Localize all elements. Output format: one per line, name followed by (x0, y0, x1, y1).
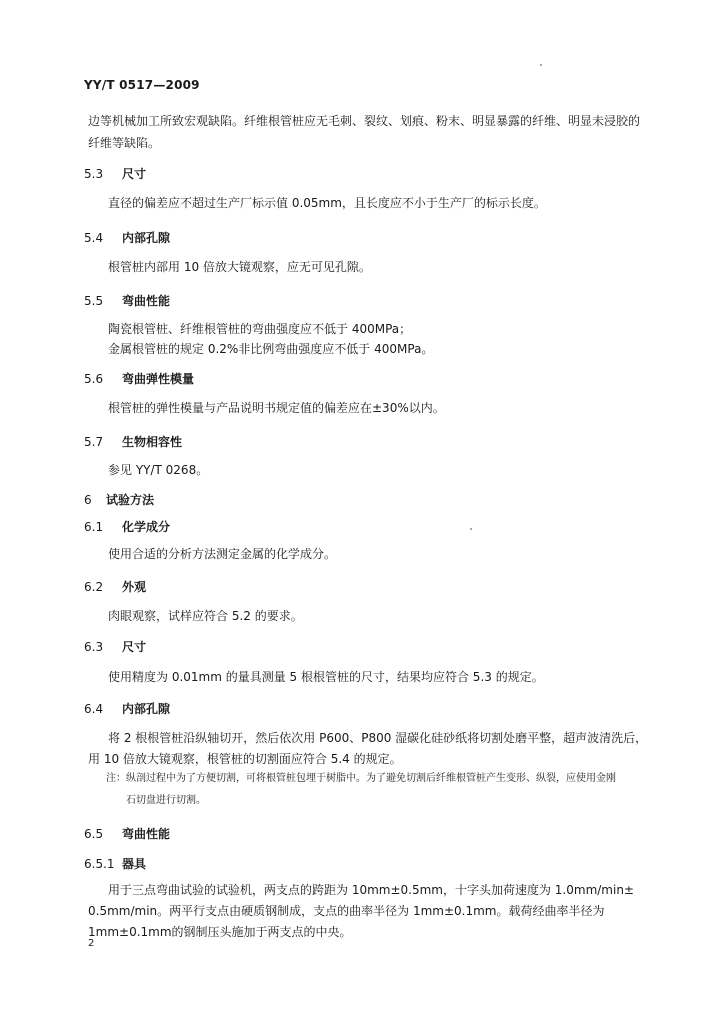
section-6-5-1-line-2: 0.5mm/min。两平行支点由硬质钢制成，支点的曲率半径为 1mm±0.1mm。载荷经曲率半径为 (88, 904, 605, 918)
section-number: 5.3 (84, 167, 104, 181)
section-5-5-line-2: 金属根管桩的规定 0.2%非比例弯曲强度应不低于 400MPa。 (108, 342, 434, 356)
standard-code: YY/T 0517—2009 (84, 78, 200, 92)
section-title: 弯曲弹性模量 (122, 372, 195, 386)
section-6-4-heading (84, 700, 170, 717)
section-number: 6.2 (84, 580, 104, 594)
scan-speck (540, 64, 542, 66)
section-title: 外观 (122, 580, 147, 594)
section-6-1-heading (84, 518, 170, 535)
section-6-4-line-1: 将 2 根根管桩沿纵轴切开，然后依次用 P600、P800 湿碳化硅砂纸将切割处磨平整，超声波清洗后， (108, 731, 648, 745)
section-number: 6.1 (84, 520, 104, 534)
section-number: 6 (84, 493, 92, 507)
section-5-3-heading (84, 165, 146, 182)
section-6-4-line-2: 用 10 倍放大镜观察，根管桩的切割面应符合 5.4 的规定。 (88, 752, 402, 766)
section-6-5-1-line-1: 用于三点弯曲试验的试验机，两支点的跨距为 10mm±0.5mm，十字头加荷速度为 1.0mm/min± (108, 883, 634, 897)
section-6-5-1-line-3: 1mm±0.1mm的钢制压头施加于两支点的中央。 (88, 925, 352, 939)
section-6-3-text: 使用精度为 0.01mm 的量具测量 5 根根管桩的尺寸，结果均应符合 5.3 的规定。 (108, 670, 544, 684)
section-5-4-text: 根管桩内部用 10 倍放大镜观察，应无可见孔隙。 (108, 260, 371, 274)
section-number: 6.5.1 (84, 857, 115, 871)
section-title: 试验方法 (106, 493, 155, 507)
section-title: 尺寸 (122, 640, 147, 654)
scan-speck (470, 528, 472, 530)
section-title: 弯曲性能 (122, 827, 171, 841)
section-6-5-heading (84, 825, 170, 842)
section-5-3-text: 直径的偏差应不超过生产厂标示值 0.05mm，且长度应不小于生产厂的标示长度。 (108, 196, 546, 210)
continuation-line-1: 边等机械加工所致宏观缺陷。纤维根管桩应无毛刺、裂纹、划痕、粉末、明显暴露的纤维、明显未浸胶的 (88, 114, 641, 128)
section-5-6-text: 根管桩的弹性模量与产品说明书规定值的偏差应在±30%以内。 (108, 401, 445, 415)
section-number: 6.4 (84, 702, 104, 716)
page-number: 2 (88, 938, 95, 949)
section-number: 5.7 (84, 435, 104, 449)
section-number: 6.5 (84, 827, 104, 841)
section-title: 器具 (122, 857, 147, 871)
section-5-7-heading (84, 433, 182, 450)
section-title: 内部孔隙 (122, 231, 171, 245)
section-title: 弯曲性能 (122, 294, 171, 308)
section-6-heading (84, 491, 154, 508)
section-6-2-text: 肉眼观察，试样应符合 5.2 的要求。 (108, 609, 303, 623)
section-title: 生物相容性 (122, 435, 183, 449)
section-5-5-heading (84, 292, 170, 309)
continuation-line-2: 纤维等缺陷。 (88, 136, 161, 150)
section-6-1-text: 使用合适的分析方法测定金属的化学成分。 (108, 547, 337, 561)
section-title: 化学成分 (122, 520, 171, 534)
section-title: 尺寸 (122, 167, 147, 181)
section-6-5-1-heading (84, 855, 146, 872)
section-6-2-heading (84, 578, 146, 595)
section-5-7-text: 参见 YY/T 0268。 (108, 463, 209, 477)
note-line-1: 注：纵剖过程中为了方便切割，可将根管桩包埋于树脂中。为了避免切割后纤维根管桩产生变形、纵裂，应使用金刚 (106, 773, 616, 784)
section-6-3-heading (84, 638, 146, 655)
section-title: 内部孔隙 (122, 702, 171, 716)
section-number: 5.6 (84, 372, 104, 386)
section-5-4-heading (84, 229, 170, 246)
section-number: 5.5 (84, 294, 104, 308)
section-5-6-heading (84, 370, 194, 387)
section-number: 6.3 (84, 640, 104, 654)
section-5-5-line-1: 陶瓷根管桩、纤维根管桩的弯曲强度应不低于 400MPa； (108, 322, 412, 336)
section-number: 5.4 (84, 231, 104, 245)
note-line-2: 石切盘进行切割。 (126, 795, 206, 806)
